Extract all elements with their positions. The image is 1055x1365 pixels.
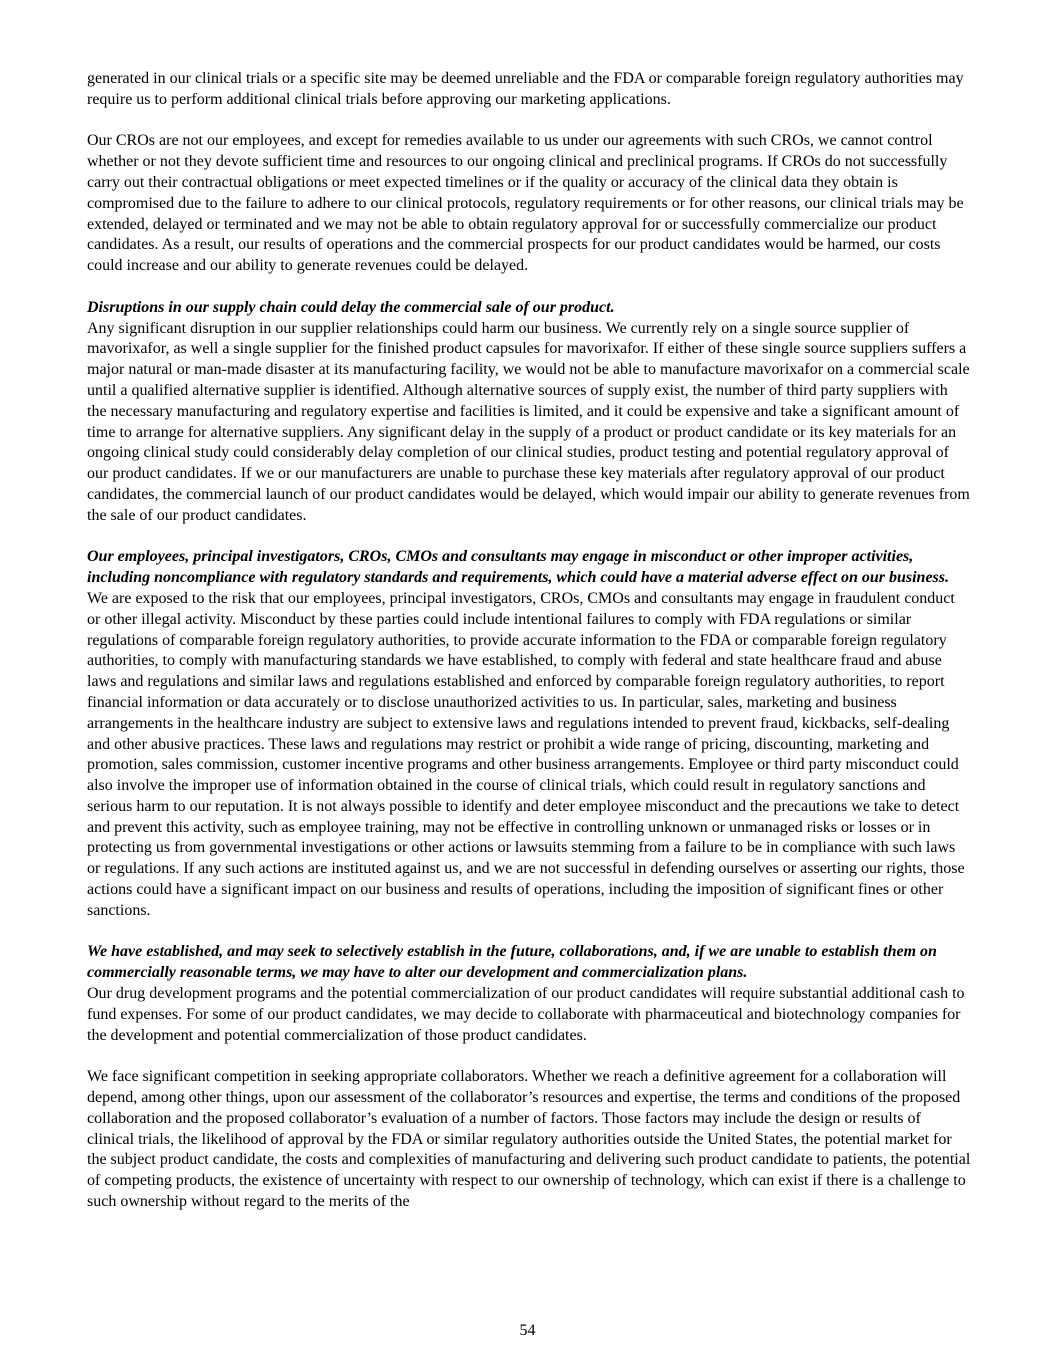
paragraph-supply-chain: Any significant disruption in our supplier relationships could harm our business. We currently rely on a single source supplier of mavorixafor, as well a single supplier for the finished product capsules for mavorixafor. If either of these single source suppliers suffers a major natural or man-made disaster at its manufacturing facility, we would not be able to manufacture mavorixafor on a commercial scale until a qualified alternative supplier is identified. Although alternative sources of supply exist, the number of third party suppliers with the necessary manufacturing and regulatory expertise and facilities is limited, and it could be expensive and take a significant amount of time to arrange for alternative suppliers. Any significant delay in the supply of a product or product candidate or its key materials for an ongoing clinical study could considerably delay completion of our clinical studies, product testing and potential regulatory approval of our product candidates. If we or our manufacturers are unable to purchase these key materials after regulatory approval of our product candidates, the commercial launch of our product candidates would be delayed, which would impair our ability to generate revenues from the sale of our product candidates. (87, 319, 970, 524)
paragraph-misconduct: We are exposed to the risk that our employees, principal investigators, CROs, CMOs and consultants may engage in fraudulent conduct or other illegal activity. Misconduct by these parties could include intentional failures to comply with FDA regulations or similar regulations of comparable foreign regulatory authorities, to provide accurate information to the FDA or comparable foreign regulatory authorities, to comply with manufacturing standards we have established, to comply with federal and state healthcare fraud and abuse laws and regulations and similar laws and regulations established and enforced by comparable foreign regulatory authorities, to report financial information or data accurately or to disclose unauthorized activities to us. In particular, sales, marketing and business arrangements in the healthcare industry are subject to extensive laws and regulations intended to prevent fraud, kickbacks, self-dealing and other abusive practices. These laws and regulations may restrict or prohibit a wide range of pricing, discounting, marketing and promotion, sales commission, customer incentive programs and other business arrangements. Employee or third party misconduct could also involve the improper use of information obtained in the course of clinical trials, which could result in regulatory sanctions and serious harm to our reputation. It is not always possible to identify and deter employee misconduct and the precautions we take to detect and prevent this activity, such as employee training, may not be effective in controlling unknown or unmanaged risks or losses or in protecting us from governmental investigations or other actions or lawsuits stemming from a failure to be in compliance with such laws or regulations. If any such actions are instituted against us, and we are not successful in defending ourselves or asserting our rights, those actions could have a significant impact on our business and results of operations, including the imposition of significant fines or other sanctions. (87, 589, 965, 919)
paragraph-clinical-data-reliability: generated in our clinical trials or a specific site may be deemed unreliable and the FDA or comparable foreign regulatory authorities may require us to perform additional clinical trials before approving our marketing applications. (87, 70, 964, 108)
document-body (87, 69, 971, 1234)
heading-supply-chain-disruptions: Disruptions in our supply chain could delay the commercial sale of our product. (87, 298, 615, 316)
heading-misconduct: Our employees, principal investigators, CROs, CMOs and consultants may engage in misconduct or other improper activities, including noncompliance with regulatory standards and requirements, which could have a material adverse effect on our business. (87, 548, 950, 587)
paragraph-cro-control: Our CROs are not our employees, and except for remedies available to us under our agreements with such CROs, we cannot control whether or not they devote sufficient time and resources to our ongoing clinical and preclinical programs. If CROs do not successfully carry out their contractual obligations or meet expected timelines or if the quality or accuracy of the clinical data they obtain is compromised due to the failure to adhere to our clinical protocols, regulatory requirements or for other reasons, our clinical trials may be extended, delayed or terminated and we may not be able to obtain regulatory approval for or successfully commercialize our product candidates. As a result, our results of operations and the commercial prospects for our product candidates would be harmed, our costs could increase and our ability to generate revenues could be delayed. (87, 132, 964, 275)
paragraph-collaborations-funding: Our drug development programs and the potential commercialization of our product candidates will require substantial additional cash to fund expenses. For some of our product candidates, we may decide to collaborate with pharmaceutical and biotechnology companies for the development and potential commercialization of those product candidates. (87, 985, 965, 1044)
page-number: 54 (519, 1322, 536, 1339)
heading-collaborations: We have established, and may seek to selectively establish in the future, collaborations, and, if we are unable to establish them on commercially reasonable terms, we may have to alter our development and commercialization plans. (87, 943, 937, 982)
paragraph-collaborator-competition: We face significant competition in seeking appropriate collaborators. Whether we reach a definitive agreement for a collaboration will depend, among other things, upon our assessment of the collaborator’s resources and expertise, the terms and conditions of the proposed collaboration and the proposed collaborator’s evaluation of a number of factors. Those factors may include the design or results of clinical trials, the likelihood of approval by the FDA or similar regulatory authorities outside the United States, the potential market for the subject product candidate, the costs and complexities of manufacturing and delivering such product candidate to patients, the potential of competing products, the existence of uncertainty with respect to our ownership of technology, which can exist if there is a challenge to such ownership without regard to the merits of the (87, 1068, 971, 1211)
